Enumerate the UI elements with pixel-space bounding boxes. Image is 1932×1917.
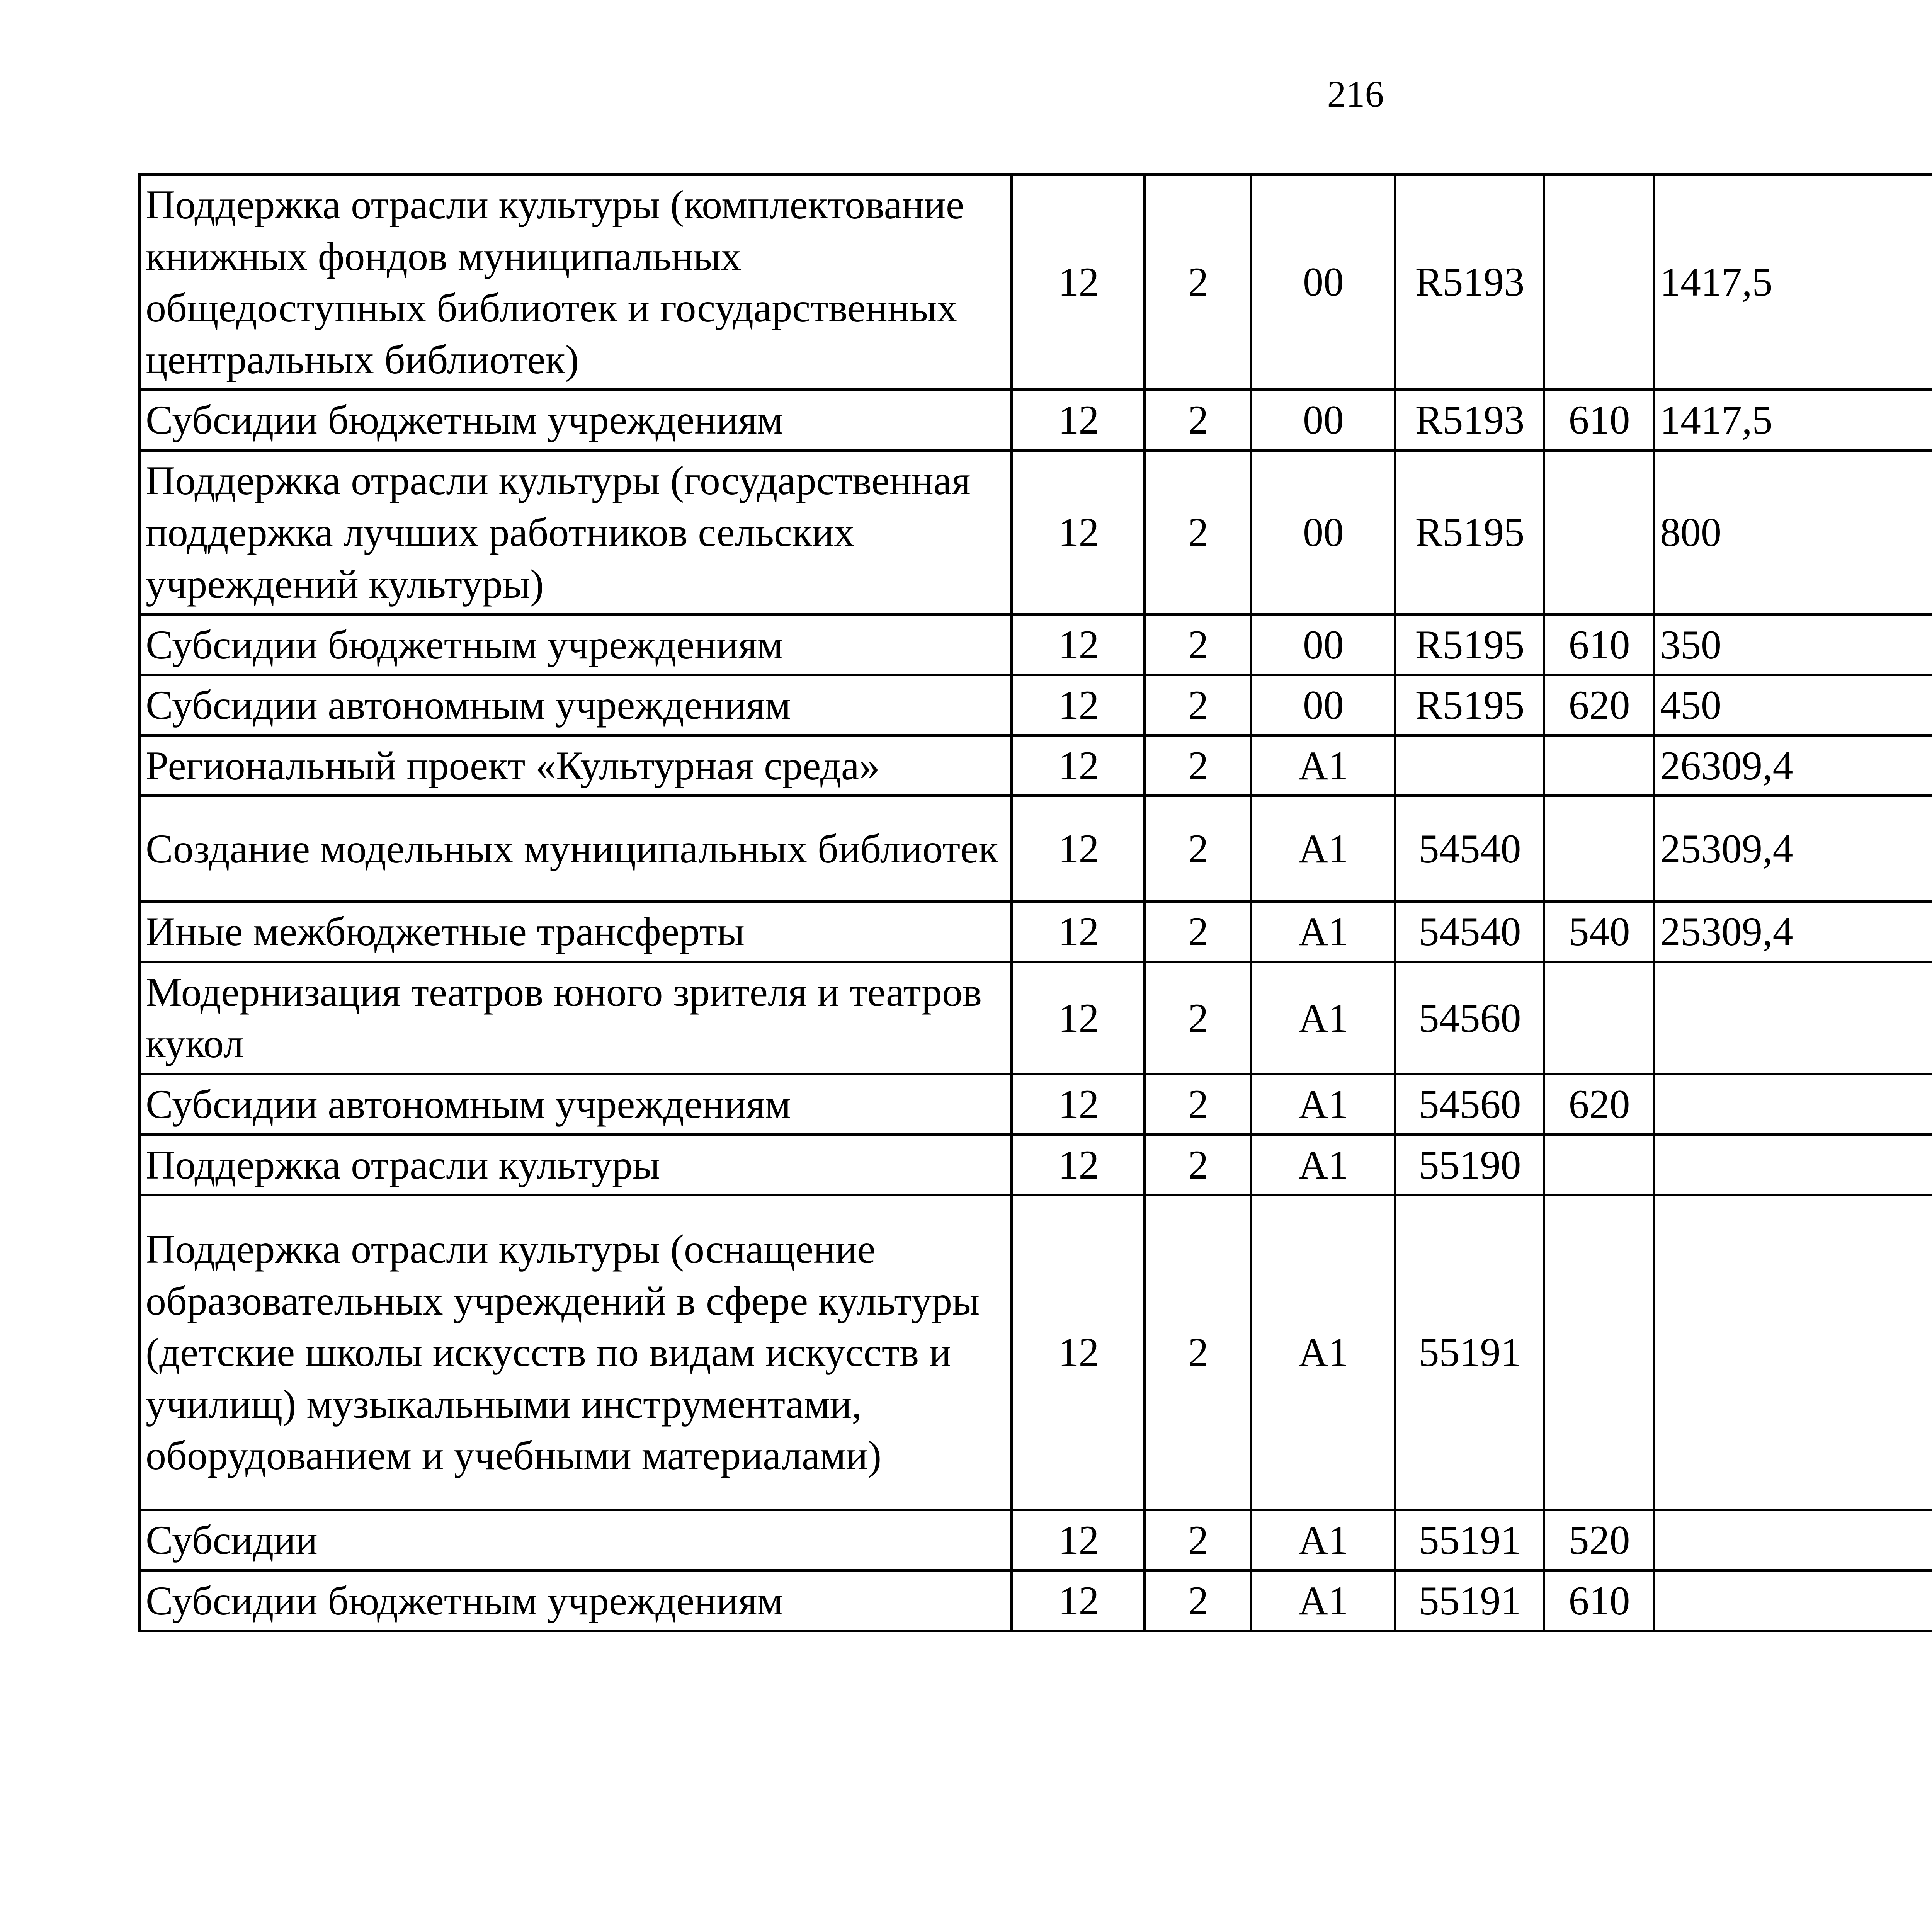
section-cell: 12 [1012, 1195, 1145, 1510]
expense-type-cell [1544, 1195, 1654, 1510]
row-name-cell: Субсидии автономным учреждениям [140, 675, 1012, 736]
table-row [140, 902, 1932, 962]
row-name-cell: Субсидии бюджетным учреждениям [140, 614, 1012, 675]
section-cell: 12 [1012, 962, 1145, 1074]
program-cell: A1 [1251, 1510, 1395, 1571]
subsection-cell: 2 [1145, 902, 1251, 962]
section-cell: 12 [1012, 675, 1145, 736]
item-code-cell: R5195 [1395, 614, 1544, 675]
section-cell: 12 [1012, 735, 1145, 796]
table-row [140, 796, 1932, 902]
table-row [140, 735, 1932, 796]
row-name-cell: Поддержка отрасли культуры (комплектование книжных фондов муниципальных общедоступных библиотек и государственных центральных библиотек) [140, 175, 1012, 390]
amount-year1-cell: 1417,5 [1654, 175, 1932, 390]
table-row [140, 1135, 1932, 1195]
subsection-cell: 2 [1145, 796, 1251, 902]
program-cell: A1 [1251, 962, 1395, 1074]
program-cell: A1 [1251, 796, 1395, 902]
program-cell: A1 [1251, 902, 1395, 962]
expense-type-cell: 610 [1544, 614, 1654, 675]
subsection-cell: 2 [1145, 175, 1251, 390]
section-cell: 12 [1012, 1570, 1145, 1631]
amount-year1-cell [1654, 1195, 1932, 1510]
item-code-cell: 55191 [1395, 1510, 1544, 1571]
amount-year1-cell: 26309,4 [1654, 735, 1932, 796]
subsection-cell: 2 [1145, 1570, 1251, 1631]
section-cell: 12 [1012, 175, 1145, 390]
table-row [140, 175, 1932, 390]
program-cell: A1 [1251, 735, 1395, 796]
subsection-cell: 2 [1145, 675, 1251, 736]
subsection-cell: 2 [1145, 1510, 1251, 1571]
table-row [140, 450, 1932, 614]
expense-type-cell [1544, 735, 1654, 796]
budget-table [138, 173, 1932, 1632]
amount-year1-cell [1654, 1510, 1932, 1571]
subsection-cell: 2 [1145, 614, 1251, 675]
program-cell: 00 [1251, 450, 1395, 614]
subsection-cell: 2 [1145, 1135, 1251, 1195]
item-code-cell: R5193 [1395, 175, 1544, 390]
amount-year1-cell: 450 [1654, 675, 1932, 736]
amount-year1-cell [1654, 1074, 1932, 1135]
row-name-cell: Субсидии автономным учреждениям [140, 1074, 1012, 1135]
row-name-cell: Субсидии бюджетным учреждениям [140, 390, 1012, 451]
section-cell: 12 [1012, 796, 1145, 902]
table-row [140, 962, 1932, 1074]
row-name-cell: Региональный проект «Культурная среда» [140, 735, 1012, 796]
item-code-cell: 55191 [1395, 1570, 1544, 1631]
item-code-cell [1395, 735, 1544, 796]
page-number: 216 [1327, 73, 1384, 115]
item-code-cell: R5193 [1395, 390, 1544, 451]
program-cell: A1 [1251, 1195, 1395, 1510]
section-cell: 12 [1012, 1074, 1145, 1135]
section-cell: 12 [1012, 1135, 1145, 1195]
expense-type-cell [1544, 175, 1654, 390]
expense-type-cell [1544, 1135, 1654, 1195]
expense-type-cell: 520 [1544, 1510, 1654, 1571]
table-row [140, 1510, 1932, 1571]
program-cell: 00 [1251, 175, 1395, 390]
row-name-cell: Модернизация театров юного зрителя и театров кукол [140, 962, 1012, 1074]
table-row [140, 614, 1932, 675]
program-cell: A1 [1251, 1570, 1395, 1631]
row-name-cell: Иные межбюджетные трансферты [140, 902, 1012, 962]
subsection-cell: 2 [1145, 735, 1251, 796]
item-code-cell: 54560 [1395, 962, 1544, 1074]
expense-type-cell [1544, 962, 1654, 1074]
amount-year1-cell: 1417,5 [1654, 390, 1932, 451]
table-row [140, 1570, 1932, 1631]
table-row [140, 390, 1932, 451]
table-row [140, 1074, 1932, 1135]
program-cell: 00 [1251, 390, 1395, 451]
amount-year1-cell [1654, 962, 1932, 1074]
amount-year1-cell [1654, 1570, 1932, 1631]
item-code-cell: 55190 [1395, 1135, 1544, 1195]
amount-year1-cell: 800 [1654, 450, 1932, 614]
subsection-cell: 2 [1145, 962, 1251, 1074]
row-name-cell: Субсидии [140, 1510, 1012, 1571]
section-cell: 12 [1012, 614, 1145, 675]
expense-type-cell [1544, 450, 1654, 614]
item-code-cell: R5195 [1395, 450, 1544, 614]
amount-year1-cell: 25309,4 [1654, 796, 1932, 902]
expense-type-cell: 620 [1544, 675, 1654, 736]
row-name-cell: Субсидии бюджетным учреждениям [140, 1570, 1012, 1631]
expense-type-cell: 620 [1544, 1074, 1654, 1135]
row-name-cell: Поддержка отрасли культуры [140, 1135, 1012, 1195]
expense-type-cell [1544, 796, 1654, 902]
section-cell: 12 [1012, 902, 1145, 962]
table-row [140, 675, 1932, 736]
subsection-cell: 2 [1145, 1195, 1251, 1510]
section-cell: 12 [1012, 390, 1145, 451]
program-cell: 00 [1251, 675, 1395, 736]
item-code-cell: 54540 [1395, 902, 1544, 962]
item-code-cell: 55191 [1395, 1195, 1544, 1510]
subsection-cell: 2 [1145, 390, 1251, 451]
item-code-cell: R5195 [1395, 675, 1544, 736]
expense-type-cell: 610 [1544, 1570, 1654, 1631]
item-code-cell: 54540 [1395, 796, 1544, 902]
row-name-cell: Поддержка отрасли культуры (государственная поддержка лучших работников сельских учреждений культуры) [140, 450, 1012, 614]
row-name-cell: Поддержка отрасли культуры (оснащение образовательных учреждений в сфере культуры (детские школы искусств по видам искусств и училищ) музыкальными инструментами, оборудованием и учебными материалами) [140, 1195, 1012, 1510]
table-row [140, 1195, 1932, 1510]
program-cell: 00 [1251, 614, 1395, 675]
expense-type-cell: 610 [1544, 390, 1654, 451]
subsection-cell: 2 [1145, 450, 1251, 614]
program-cell: A1 [1251, 1135, 1395, 1195]
section-cell: 12 [1012, 1510, 1145, 1571]
subsection-cell: 2 [1145, 1074, 1251, 1135]
row-name-cell: Создание модельных муниципальных библиотек [140, 796, 1012, 902]
amount-year1-cell: 25309,4 [1654, 902, 1932, 962]
amount-year1-cell: 350 [1654, 614, 1932, 675]
amount-year1-cell [1654, 1135, 1932, 1195]
section-cell: 12 [1012, 450, 1145, 614]
expense-type-cell: 540 [1544, 902, 1654, 962]
program-cell: A1 [1251, 1074, 1395, 1135]
item-code-cell: 54560 [1395, 1074, 1544, 1135]
